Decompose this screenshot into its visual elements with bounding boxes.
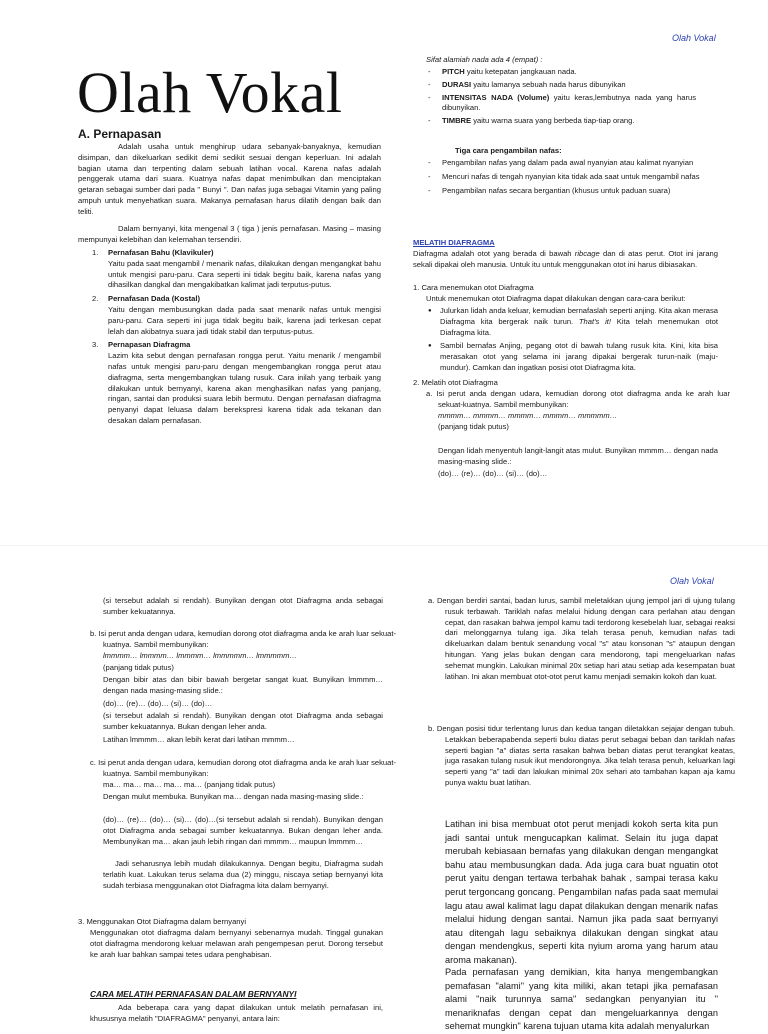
- tiga-list: [426, 158, 700, 196]
- page-title: Olah Vokal: [77, 60, 343, 125]
- melatih-otot-heading: 2. Melatih otot Diafragma: [413, 378, 498, 387]
- melatih-a-dengan: Dengan lidah menyentuh langit-langit atas mulut. Bunyikan mmmm… dengan nada masing-masing slide.:: [438, 446, 718, 466]
- breathing-types-list: [78, 248, 381, 427]
- right-a-paragraph: a. Dengan berdiri santai, badan lurus, sambil meletakkan ujung jempol jari di ujung tulang rusuk terbawah. Tariklah nafas melalui hidung dengan cara perlahan atau dengan cepat, dan rasakan bahwa jempol kamu tadi terdorong kesebelah luar, sebagai reaksi dari melonggarnya tulang iga. Jika telah terasa penuh, kemudian nafas tadi dikeluarkan dalam bentuk senandung vocal "s" atau konsonan "s" ataupun dengan hitungan. Yang jelas bukan dengan cara mendorong, tapi mengeluarkan nafas sehemat mungkin. Lakukan minimal 20x setiap hari atau setiap ada kesempatan buat latihan. Ini akan membuat otot-otot perut kamu menjadi semakin kokoh dan kuat.: [428, 596, 735, 681]
- right-b-paragraph: b. Dengan posisi tidur terlentang lurus dan kedua tangan diletakkan sejajar dengan tubuh. Letakkan beberapabenda seperti buku diatas perut sebagai beban dan tariklah nafas seperti bagian "a" diatas serta rasakan bahwa beban diatas perut terangkat keatas, juga rasakan tulang rusuk ikut mendorongnya. Jika telah terasa penuh, keluarkan lagi seperti yang "a" tadi dan lakukan minimal 20x sehari ato tambahan kapan aja kamu punya waktu buat latihan.: [428, 724, 735, 787]
- diafragma-paragraph: Diafragma adalah otot yang berada di bawah ribcage dan di atas perut. Otot ini jarang sekali dipakai oleh manusia. Untuk itu untuk menggunakan otot ini harus dibiasakan.: [413, 249, 718, 269]
- melatih-a-notes: (do)… (re)… (do)… (si)… (do)…: [438, 469, 548, 478]
- exercise-b-panjang: (panjang tidak putus): [103, 663, 174, 672]
- melatih-diafragma-heading: MELATIH DIAFRAGMA: [413, 238, 495, 247]
- list-item: - INTENSITAS NADA (Volume) yaitu keras,lembutnya nada yang harus dibunyikan.: [426, 93, 696, 115]
- intro-paragraph: Adalah usaha untuk menghirup udara sebanyak-banyaknya, kemudian disimpan, dan dikeluarkan sedikit demi sedikit sesuai dengan keperluan. Ini adalah bagian utama dan terpenting dalam sebuah latihan vocal. Karena nafas adalah penggerak utama dari suara. Kuatnya nafas dapat menimbulkan dan menciptakan getaran sebagai sumber dari pada " Bunyi ". Dan nafas juga sebagai Vitamin yang paling ampuh untuk menyehatkan suara. Makanya pernafasan harus dilatih dengan baik dan teliti.: [78, 142, 381, 216]
- intro-paragraph-2: Dalam bernyanyi, kita mengenal 3 ( tiga ) jenis pernafasan. Masing – masing mempunyai kelebihan dan kelemahan tersendiri.: [78, 224, 381, 244]
- cara-menemukan-heading: 1. Cara menemukan otot Diafragma: [413, 283, 534, 292]
- page1-header: Olah Vokal: [672, 33, 716, 43]
- exercise-c-ma: ma… ma… ma… ma… ma… (panjang tidak putus): [103, 780, 276, 789]
- sifat-heading: Sifat alamiah nada ada 4 (empat) :: [426, 55, 543, 64]
- cont-paragraph: (si tersebut adalah si rendah). Bunyikan dengan otot Diafragma anda sebagai sumber kekuatannya.: [103, 596, 383, 616]
- section-heading-pernapasan: A. Pernapasan: [78, 127, 162, 141]
- cara-menemukan-text: Untuk menemukan otot Diafragma dapat dilakukan dengan cara-cara berikut:: [426, 294, 686, 303]
- melatih-a-text: a. Isi perut anda dengan udara, kemudian dorong otot diafragma anda ke arah luar sekuat-kuatnya. Sambil membunyikan:: [426, 389, 730, 409]
- list-item: - DURASI yaitu lamanya sebuah nada harus dibunyikan: [426, 80, 696, 91]
- list-item: ● Julurkan lidah anda keluar, kemudian bernafaslah seperti anjing. Kita akan merasa Diafragma kita bergerak naik turun. That's it! Kita telah menemukan otot Diafragma kita.: [426, 306, 718, 338]
- exercise-c-jadi: Jadi seharusnya lebih mudah dilakukannya. Dengan begitu, Diafragma sudah terlatih kuat. Lakukan terus selama dua (2) minggu, niscaya setiap bernyanyi kita sudah terbiasa menggunakan otot Diafragma kita dalam bernyanyi.: [103, 859, 383, 890]
- exercise-b-latihan: Latihan lmmmm… akan lebih kerat dari latihan mmmm…: [103, 735, 295, 744]
- list-item: 1. Pernafasan Bahu (Klavikuler) Yaitu pada saat mengambil / menarik nafas, dilakukan dengan mengangkat bahu untuk mengisi paru-paru. Cara seperti ini tidak begitu baik, karena nafas yang dihasilkan dangkal dan mengakibatkan kalimat jadi terputus-putus.: [92, 248, 381, 290]
- sifat-list: [426, 67, 696, 127]
- exercise-b-text2: (si tersebut adalah si rendah). Bunyikan dengan otot Diafragma anda sebagai sumber kekuatannya. Bukan dengan leher anda.: [103, 711, 383, 731]
- body-paragraph-1: Latihan ini bisa membuat otot perut menjadi kokoh serta kita pun jadi santai untuk mengucapkan kalimat. Selain itu juga dapat merubah kebiasaan bernafas yang dilakukan dengan mengangkat bahu atau membusungkan dada. Ada juga cara buat nguatin otot perut yaitu dengan tertawa terbahak bahak , sampai terasa kaku perut tergoncang goncang. Pengambilan nafas pada saat memulai lagu atau awal kalimat lagu dapat dilakukan dengan menarik nafas melalui hidung dengan santai. Namun jika pada saat bernyanyi atau ditengah lagu sebaiknya dilakukan dengan singkat atau dengan mendengkus, seperti kita nyium aroma yang harum atau aroma makanan).: [445, 819, 718, 965]
- page2-header: Olah Vokal: [670, 576, 714, 586]
- body-paragraph-2: Pada pernafasan yang demikian, kita hanya mengembangkan pemafasan "alami" yang kita miliki, akan tetapi jika pemafasan alami "naik turunnya sama" sedangkan penyanyian itu " menariknafas dengan cepat dan mengeluarkannya dengan sehemat mungkin" karena tujuan utama kita adalah menyalurkan: [445, 967, 718, 1032]
- melatih-a-mmmm: mmmm… mmmm… mmmm… mmmm… mmmmm…: [438, 411, 618, 420]
- list-item: - PITCH yaitu ketepatan jangkauan nada.: [426, 67, 696, 78]
- melatih-a-panjang: (panjang tidak putus): [438, 422, 509, 431]
- list-item: - Mencuri nafas di tengah nyanyian kita tidak ada saat untuk mengambil nafas: [426, 172, 700, 183]
- list-item: 2. Pernafasan Dada (Kostal) Yaitu dengan membusungkan dada pada saat menarik nafas untuk mengisi paru-paru. Cara seperti ini juga tidak begitu baik, karena jadi terkesan cepat lelah dan akibatnya suara jadi tidak stabil dan terputus-putus.: [92, 294, 381, 336]
- exercise-b-heading: b. Isi perut anda dengan udara, kemudian dorong otot diafragma anda ke arah luar sekuat-kuatnya. Sambil membunyikan:: [90, 629, 396, 649]
- exercise-b-notes: (do)… (re)… (do)… (si)… (do)…: [103, 699, 213, 708]
- list-item: - Pengambilan nafas secara bergantian (khusus untuk paduan suara): [426, 186, 700, 197]
- exercise-c-notes: (do)… (re)… (do)… (si)… (do)…(si tersebut adalah si rendah). Bunyikan dengan otot Diafragma anda sebagai sumber kekuatannya. Bukan dengan leher anda. Membunyikan ma… akan jauh lebih ringan dari mmmm… maupun lmmmm…: [103, 815, 383, 846]
- tiga-heading: Tiga cara pengambilan nafas:: [455, 146, 562, 155]
- list-item: - TIMBRE yaitu warna suara yang berbeda tiap-tiap orang.: [426, 116, 696, 127]
- list-item: ● Sambil bernafas Anjing, pegang otot di bawah tulang rusuk kita. Kini, kita bisa merasakan otot yang selama ini jarang dipakai bergerak turun-naik (maju-mundur). Camkan dan ingatkan posisi otot Diafragma kita.: [426, 341, 718, 373]
- exercise-c-heading: c. Isi perut anda dengan udara, kemudian dorong otot diafragma anda ke arah luar sekuat-kuatnya. Sambil membunyikan:: [90, 758, 396, 778]
- cara-melatih-heading: CARA MELATIH PERNAFASAN DALAM BERNYANYI: [90, 989, 297, 999]
- exercise-b-text: Dengan bibir atas dan bibir bawah bergetar sangat kuat. Bunyikan lmmmm…dengan nada masing-masing slide.:: [103, 675, 383, 695]
- exercise-c-text: Dengan mulut membuka. Bunyikan ma… dengan nada masing-masing slide.:: [103, 792, 364, 801]
- section3-text: Menggunakan otot diafragma dalam bernyanyi sebenarnya mudah. Tinggal gunakan otot diafragma mendorong keluar melawan arah pengempesan perut. Dorong tersebut ke arah luar bahkan sampai tetes udara penghabisan.: [90, 928, 383, 959]
- list-item: - Pengambilan nafas yang dalam pada awal nyanyian atau kalimat nyanyian: [426, 158, 700, 169]
- exercise-b-lmmmm: lmmmm… lmmmm… lmmmm… lmmmmm… lmmmmm…: [103, 651, 298, 660]
- section3-heading: 3. Menggunakan Otot Diafragma dalam bernyanyi: [78, 917, 247, 926]
- cara-menemukan-bullets: [426, 306, 718, 374]
- cara-melatih-text: Ada beberapa cara yang dapat dilakukan untuk melatih pernafasan ini, khususnya melatih "DIAFRAGMA" penyanyi, antara lain:: [90, 1003, 383, 1023]
- page-divider: [0, 545, 768, 546]
- list-item: 3. Pernapasan Diafragma Lazim kita sebut dengan pernafasan rongga perut. Yaitu menarik / mengambil nafas untuk mengisi paru-paru dengan mengembangkan rongga perut atau diafragma, serta mengembangkan tulang rusuk. Cara inilah yang terbaik yang dilakukan untuk bernyanyi, karena akan menghasilkan nafas yang panjang, ringan, santai dan produksi suara lebih bermutu. Dengan pernafasan diafragma penyanyi dapat leluasa dalam berekspresi karena tidak ada tekanan dan desakan dalam pernafasan.: [92, 340, 381, 425]
